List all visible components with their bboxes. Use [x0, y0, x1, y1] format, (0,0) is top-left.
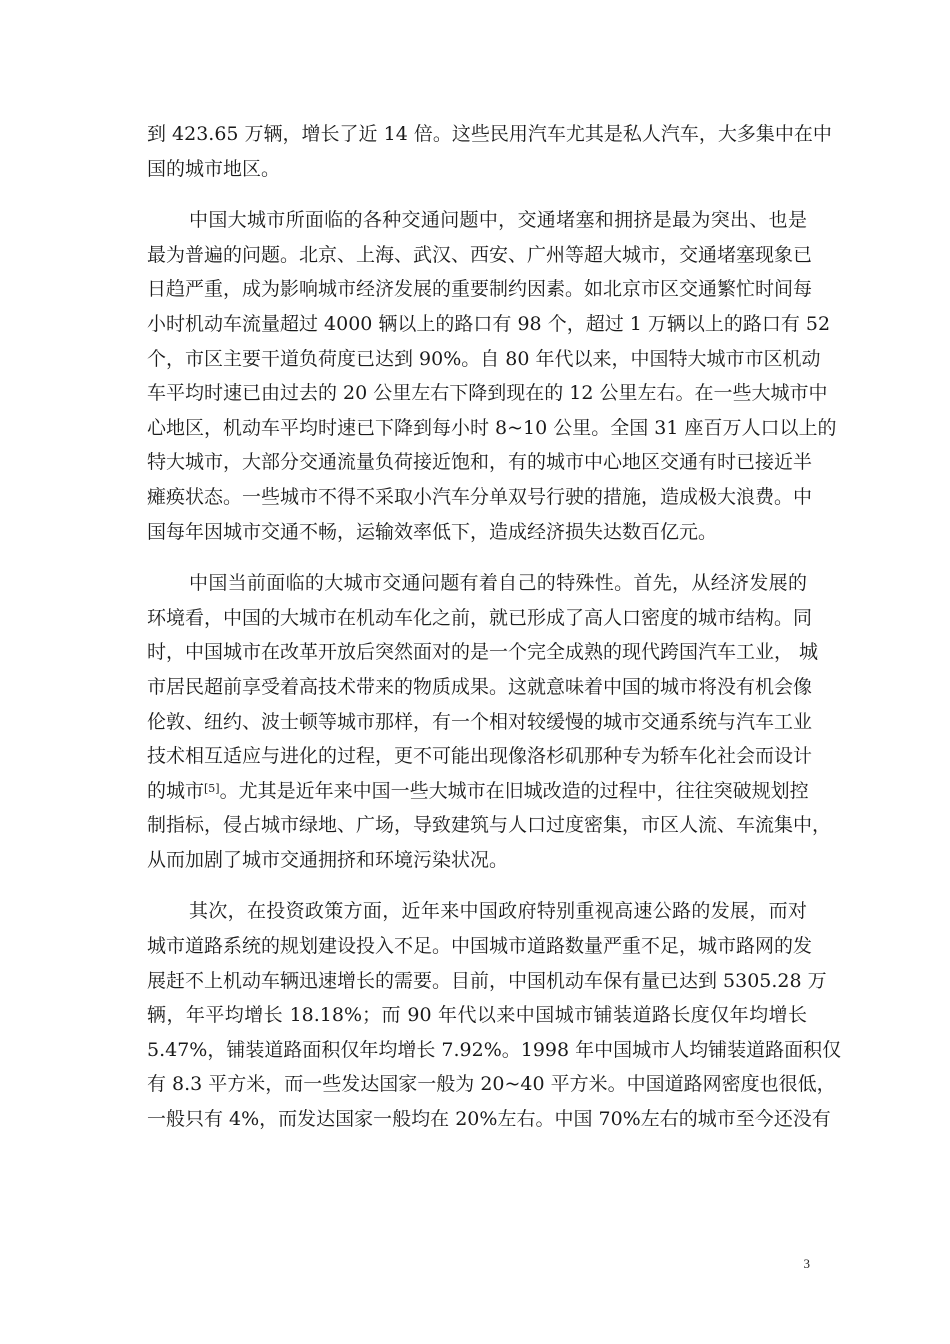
text-line: 中国大城市所面临的各种交通问题中，交通堵塞和拥挤是最为突出、也是 — [189, 209, 807, 232]
text-line: 其次，在投资政策方面，近年来中国政府特别重视高速公路的发展，而对 — [189, 900, 807, 923]
text-line: 辆，年平均增长 18.18%；而 90 年代以来中国城市铺装道路长度仅年均增长 — [147, 1004, 807, 1027]
text-line: 环境看，中国的大城市在机动车化之前，就已形成了高人口密度的城市结构。同 — [147, 606, 813, 629]
citation-reference: [5] — [204, 781, 220, 795]
paragraph-4 — [147, 894, 842, 1136]
text-line: 心地区，机动车平均时速已下降到每小时 8~10 公里。全国 31 座百万人口以上的 — [147, 416, 837, 439]
text-line: 特大城市，大部分交通流量负荷接近饱和，有的城市中心地区交通有时已接近半 — [147, 451, 813, 474]
paragraph-2 — [147, 203, 837, 549]
body-text — [147, 117, 842, 1154]
text-line: 中国当前面临的大城市交通问题有着自己的特殊性。首先，从经济发展的 — [189, 572, 807, 595]
text-line: 从而加剧了城市交通拥挤和环境污染状况。 — [147, 848, 509, 871]
text-line: 日趋严重，成为影响城市经济发展的重要制约因素。如北京市区交通繁忙时间每 — [147, 278, 813, 301]
text-line: 个，市区主要干道负荷度已达到 90%。自 80 年代以来，中国特大城市市区机动 — [147, 347, 821, 370]
page-number: 3 — [803, 1256, 810, 1271]
paragraph-3 — [147, 566, 832, 877]
text-line: 小时机动车流量超过 4000 辆以上的路口有 98 个，超过 1 万辆以上的路口有 52 — [147, 312, 831, 335]
text-line: 城市道路系统的规划建设投入不足。中国城市道路数量严重不足，城市路网的发 — [147, 935, 813, 958]
text-line: 最为普遍的问题。北京、上海、武汉、西安、广州等超大城市，交通堵塞现象已 — [147, 243, 813, 266]
text-line: 国每年因城市交通不畅，运输效率低下，造成经济损失达数百亿元。 — [147, 520, 718, 543]
text-line: 有 8.3 平方米，而一些发达国家一般为 20~40 平方米。中国道路网密度也很低， — [147, 1073, 836, 1096]
text-line: 伦敦、纽约、波士顿等城市那样，有一个相对较缓慢的城市交通系统与汽车工业 — [147, 710, 813, 733]
text-line: 时，中国城市在改革开放后突然面对的是一个完全成熟的现代跨国汽车工业， 城 — [147, 641, 819, 664]
text-line: 瘫痪状态。一些城市不得不采取小汽车分单双号行驶的措施，造成极大浪费。中 — [147, 485, 813, 508]
text-line-with-citation: 的城市[5]。尤其是近年来中国一些大城市在旧城改造的过程中，往往突破规划控 — [147, 779, 809, 802]
text-line: 制指标，侵占城市绿地、广场，导致建筑与人口过度密集，市区人流、车流集中， — [147, 814, 832, 837]
text-line: 5.47%，铺装道路面积仅年均增长 7.92%。1998 年中国城市人均铺装道路面积仅 — [147, 1038, 842, 1061]
text-line: 一般只有 4%，而发达国家一般均在 20%左右。中国 70%左右的城市至今还没有 — [147, 1108, 831, 1131]
text-line: 展赶不上机动车辆迅速增长的需要。目前，中国机动车保有量已达到 5305.28 万 — [147, 969, 827, 992]
text-line: 到 423.65 万辆，增长了近 14 倍。这些民用汽车尤其是私人汽车，大多集中在中 — [147, 123, 832, 145]
text-line: 市居民超前享受着高技术带来的物质成果。这就意味着中国的城市将没有机会像 — [147, 675, 813, 698]
text-line: 技术相互适应与进化的过程，更不可能出现像洛杉矶那种专为轿车化社会而设计 — [147, 745, 813, 768]
text-line: 车平均时速已由过去的 20 公里左右下降到现在的 12 公里左右。在一些大城市中 — [147, 382, 828, 405]
text-line: 国的城市地区。 — [147, 157, 281, 180]
paragraph-1 — [147, 117, 832, 186]
